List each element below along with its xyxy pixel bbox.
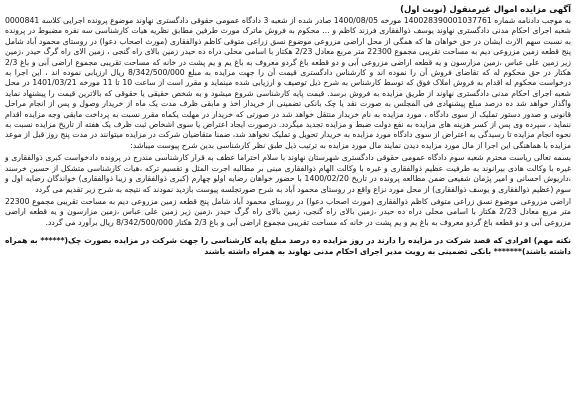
notice-paragraph-3: اراضی مزروعی موضوع نسق زراعی متوفی کاظم ذوالفقاری (مورث اصحاب دعوا) در روستای محمود آباد شامل پنج قطعه زمین مزروعی دیم به مساحت تقریبی مجموع 22300 متر مربع معادل 2/23 هکتار با اسامی محلی دراه ده حیدر ،زمین بالای راه گنجی، زمین بالای راه گرگ حیدر ،زمین زیر زمین علی عباس ،زمین مزارسون و یه قطعه اراضی مزروعی آبی و دو قطعه باغ گردو معروف به باغ یم و یم پشت در خانه که مساحت تقریبی مجموع اراضی آبی و باغ 2/3 هکتار 8/342/500/000 ریال برآورد می گردد. <box>5 196 571 227</box>
notice-paragraph-2: بسمه تعالی ریاست محترم شعبه سوم دادگاه عمومی حقوقی دادگستری شهرستان نهاوند با سلام احتراما عطف به قرار کارشناسی مندرج در پرونده دادخواست کبری ذوالفقاری و غیره با وکالت هادی بیرانوند به طرفیت عظیم ذوالفقاری و غیره با وکالت الهام ذوالفقاری مبنی بر مطالبه اجرت المثل و تقسیم ترکه ،هیات کارشناسی متشکل از حسین خرسند ،داریوش احسانی و امیر پژمان شفیعی ضمن مطالعه پرونده در تاریخ 1400/02/20 با حضور خواهان رضایه اولو چهارم (کبری ذوالفقاری و زیبا ذوالفقاری) خواندگان رضایه اول و سوم (عظیم ذوالفقاری و یوسف ذوالفقاری) از محل مورد نزاع واقع در روستای محمود آباد به شرح صورتجلسه پیوست بازدید نمودند که نتیجه به شرح زیر تقدیم می گردد <box>5 153 571 194</box>
notice-footnote: نکته مهم) افرادی که قصد شرکت در مزایده را دارند در روز مزایده ده درصد مبلغ پایه کارشناسی را جهت شرکت در مزایده بصورت چک(****** به همراه داشته باشند)******* بانکی تضمینی به رویت مدیر اجرای احکام مدنی نهاوند به همراه داشته باشند <box>5 236 571 256</box>
notice-paragraph-1: به موجب دادنامه شماره 140028390001037761 مورخه 1400/08/05 صادر شده از شعبه 3 دادگاه عمومی حقوقی دادگستری نهاوند موضوع پرونده اجرایی کلاسه 0000841 شعبه اجرای احکام مدنی دادگستری نهاوند یوسف ذوالفقاری فرزند کاظم و ... محکوم به فروش ماترک مورث طرفین مطابق نظریه هیات کارشناسی سه نفره مضبوط در پرونده به نسبت سهم الارث ایشان در حق خواهان ها که همگی از محل اراضی مزروعی موضوع نسق زراعی متوفی کاظم ذوالفقاری (مورث اصحاب دعوا) در روستای محمود آباد شامل پنج قطعه زمین مزروعی دیم به مساحت تقریبی مجموع 22300 متر مربع معادل 2/23 هکتار با اسامی محلی دراه ده حیدر زمین بالای راه گنجی ، زمین الای راه گرگ حیدر ،زمین زیر زمین علی عباس ،زمین مزارسون و یه قطعه اراضی مزروعی آبی و دو قطعه باغ گردو معروف به باغ یم و یم پشت در خانه که مساحت تقریبی مجموع اراضی آبی و باغ 2/3 هکتار در حق محکوم له که تقاضای فروش آن را نموده اند و کارشناس دادگستری قیمت آن را جهت مزایده به مبلغ 8/342/500/000 ریال ارزیابی نموده اند ، این اجرا به درخواست محکوم له اقدام به فروش املاک فوق که توسط کارشناس به شرح ذیل توصیف و ارزیابی شده مینماید و مقرر است از ساعت 10 تا 11 مورخه 1401/03/21 در محل شعبه اجرای احکام مدنی دادگستری نهاوند از طریق مزایده به فروش برسد. قیمت پایه کارشناسی شروع میشود و به شخص حقیقی یا حقوقی که بالاترین قیمت را پیشنهاد نماید واگذار خواهد شد ده درصد مبلغ پیشنهادی فی المجلس به صورت نقد یا چک بانکی تضمینی از خریدار اخذ و مابقی ظرف مدت یک ماه از خریدار وصول و پس از انجام مراحل قانونی و صدور دستور تملیک از سوی دادگاه ، مورد مزایده به نام خریدار منتقل خواهد شد در صورتی که خریدار در مهلت یکماه مقرر نسبت به پرداخت مابقی وجه مزایده اقدام ننماید ، سپرده وی پس از کسر هزینه های مزایده به نفع دولت ضبط و مزایده تجدید میگردد. درصورت ایجاد اعتراض یا سوی اشخاص ثبت ظرف یک هفته از تاریخ مزایده نسبت به نحوه انجام مزایده تا رسیدگی به اعتراض از سوی دادگاه مورد مزایده به خریدار تحویل و تملیک نخواهد شد، ضمنا متقاضیان شرکت در مزایده میتوانند در مدت پنج روز قبل از موعد مزایده با هماهنگی این اجرا از مال مورد مزایده دیدن نمایند مال مورد مزایده به ترتیب ذیل طبق نظر کارشناسی بدین شرح پیوست میباشد: <box>5 16 572 150</box>
notice-title: آگهی مزایده اموال غیرمنقول (نوبت اول) <box>400 4 571 14</box>
